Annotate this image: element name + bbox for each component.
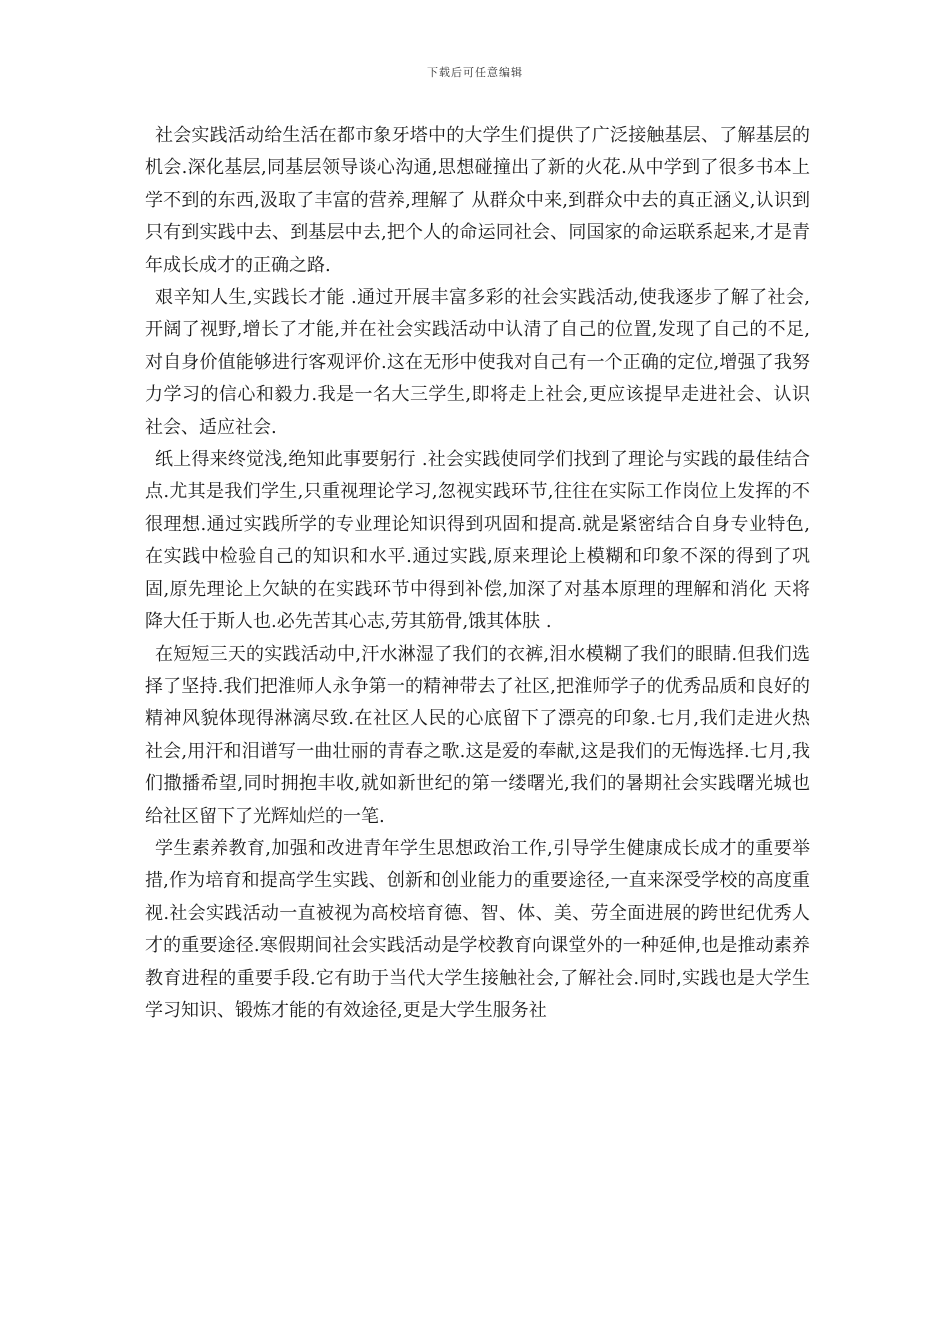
page-header: 下载后可任意编辑 [427, 66, 523, 79]
paragraph: 学生素养教育,加强和改进青年学生思想政治工作,引导学生健康成长成才的重要举措,作为培育和提高学生实践、创新和创业能力的重要途径,一直来深受学校的高度重视.社会实践活动一直被视为高校培育德、智、体、美、劳全面进展的跨世纪优秀人才的重要途径.寒假期间社会实践活动是学校教育向课堂外的一种延伸,也是推动素养教育进程的重要手段.它有助于当代大学生接触社会,了解社会.同时,实践也是大学生学习知识、锻炼才能的有效途径,更是大学生服务社 [145, 837, 810, 1021]
paragraph: 社会实践活动给生活在都市象牙塔中的大学生们提供了广泛接触基层、了解基层的机会.深化基层,同基层领导谈心沟通,思想碰撞出了新的火花.从中学到了很多书本上学不到的东西,汲取了丰富的营养,理解了 从群众中来,到群众中去的真正涵义,认识到只有到实践中去、到基层中去,把个人的命运同社会、同国家的命运联系起来,才是青年成长成才的正确之路. [145, 125, 810, 276]
document-body [145, 120, 810, 1027]
paragraph: 艰辛知人生,实践长才能 .通过开展丰富多彩的社会实践活动,使我逐步了解了社会,开阔了视野,增长了才能,并在社会实践活动中认清了自己的位置,发现了自己的不足,对自身价值能够进行客观评价.这在无形中使我对自己有一个正确的定位,增强了我努力学习的信心和毅力.我是一名大三学生,即将走上社会,更应该提早走进社会、认识社会、适应社会. [145, 287, 810, 438]
paragraph: 在短短三天的实践活动中,汗水淋湿了我们的衣裤,泪水模糊了我们的眼睛.但我们选择了坚持.我们把淮师人永争第一的精神带去了社区,把淮师学子的优秀品质和良好的精神风貌体现得淋漓尽致.在社区人民的心底留下了漂亮的印象.七月,我们走进火热社会,用汗和泪谱写一曲壮丽的青春之歌.这是爱的奉献,这是我们的无悔选择.七月,我们撒播希望,同时拥抱丰收,就如新世纪的第一缕曙光,我们的暑期社会实践曙光城也给社区留下了光辉灿烂的一笔. [145, 643, 810, 827]
paragraph: 纸上得来终觉浅,绝知此事要躬行 .社会实践使同学们找到了理论与实践的最佳结合点.尤其是我们学生,只重视理论学习,忽视实践环节,往往在实际工作岗位上发挥的不很理想.通过实践所学的专业理论知识得到巩固和提高.就是紧密结合自身专业特色,在实践中检验自己的知识和水平.通过实践,原来理论上模糊和印象不深的得到了巩固,原先理论上欠缺的在实践环节中得到补偿,加深了对基本原理的理解和消化 天将降大任于斯人也.必先苦其心志,劳其筋骨,饿其体肤 . [145, 449, 810, 633]
